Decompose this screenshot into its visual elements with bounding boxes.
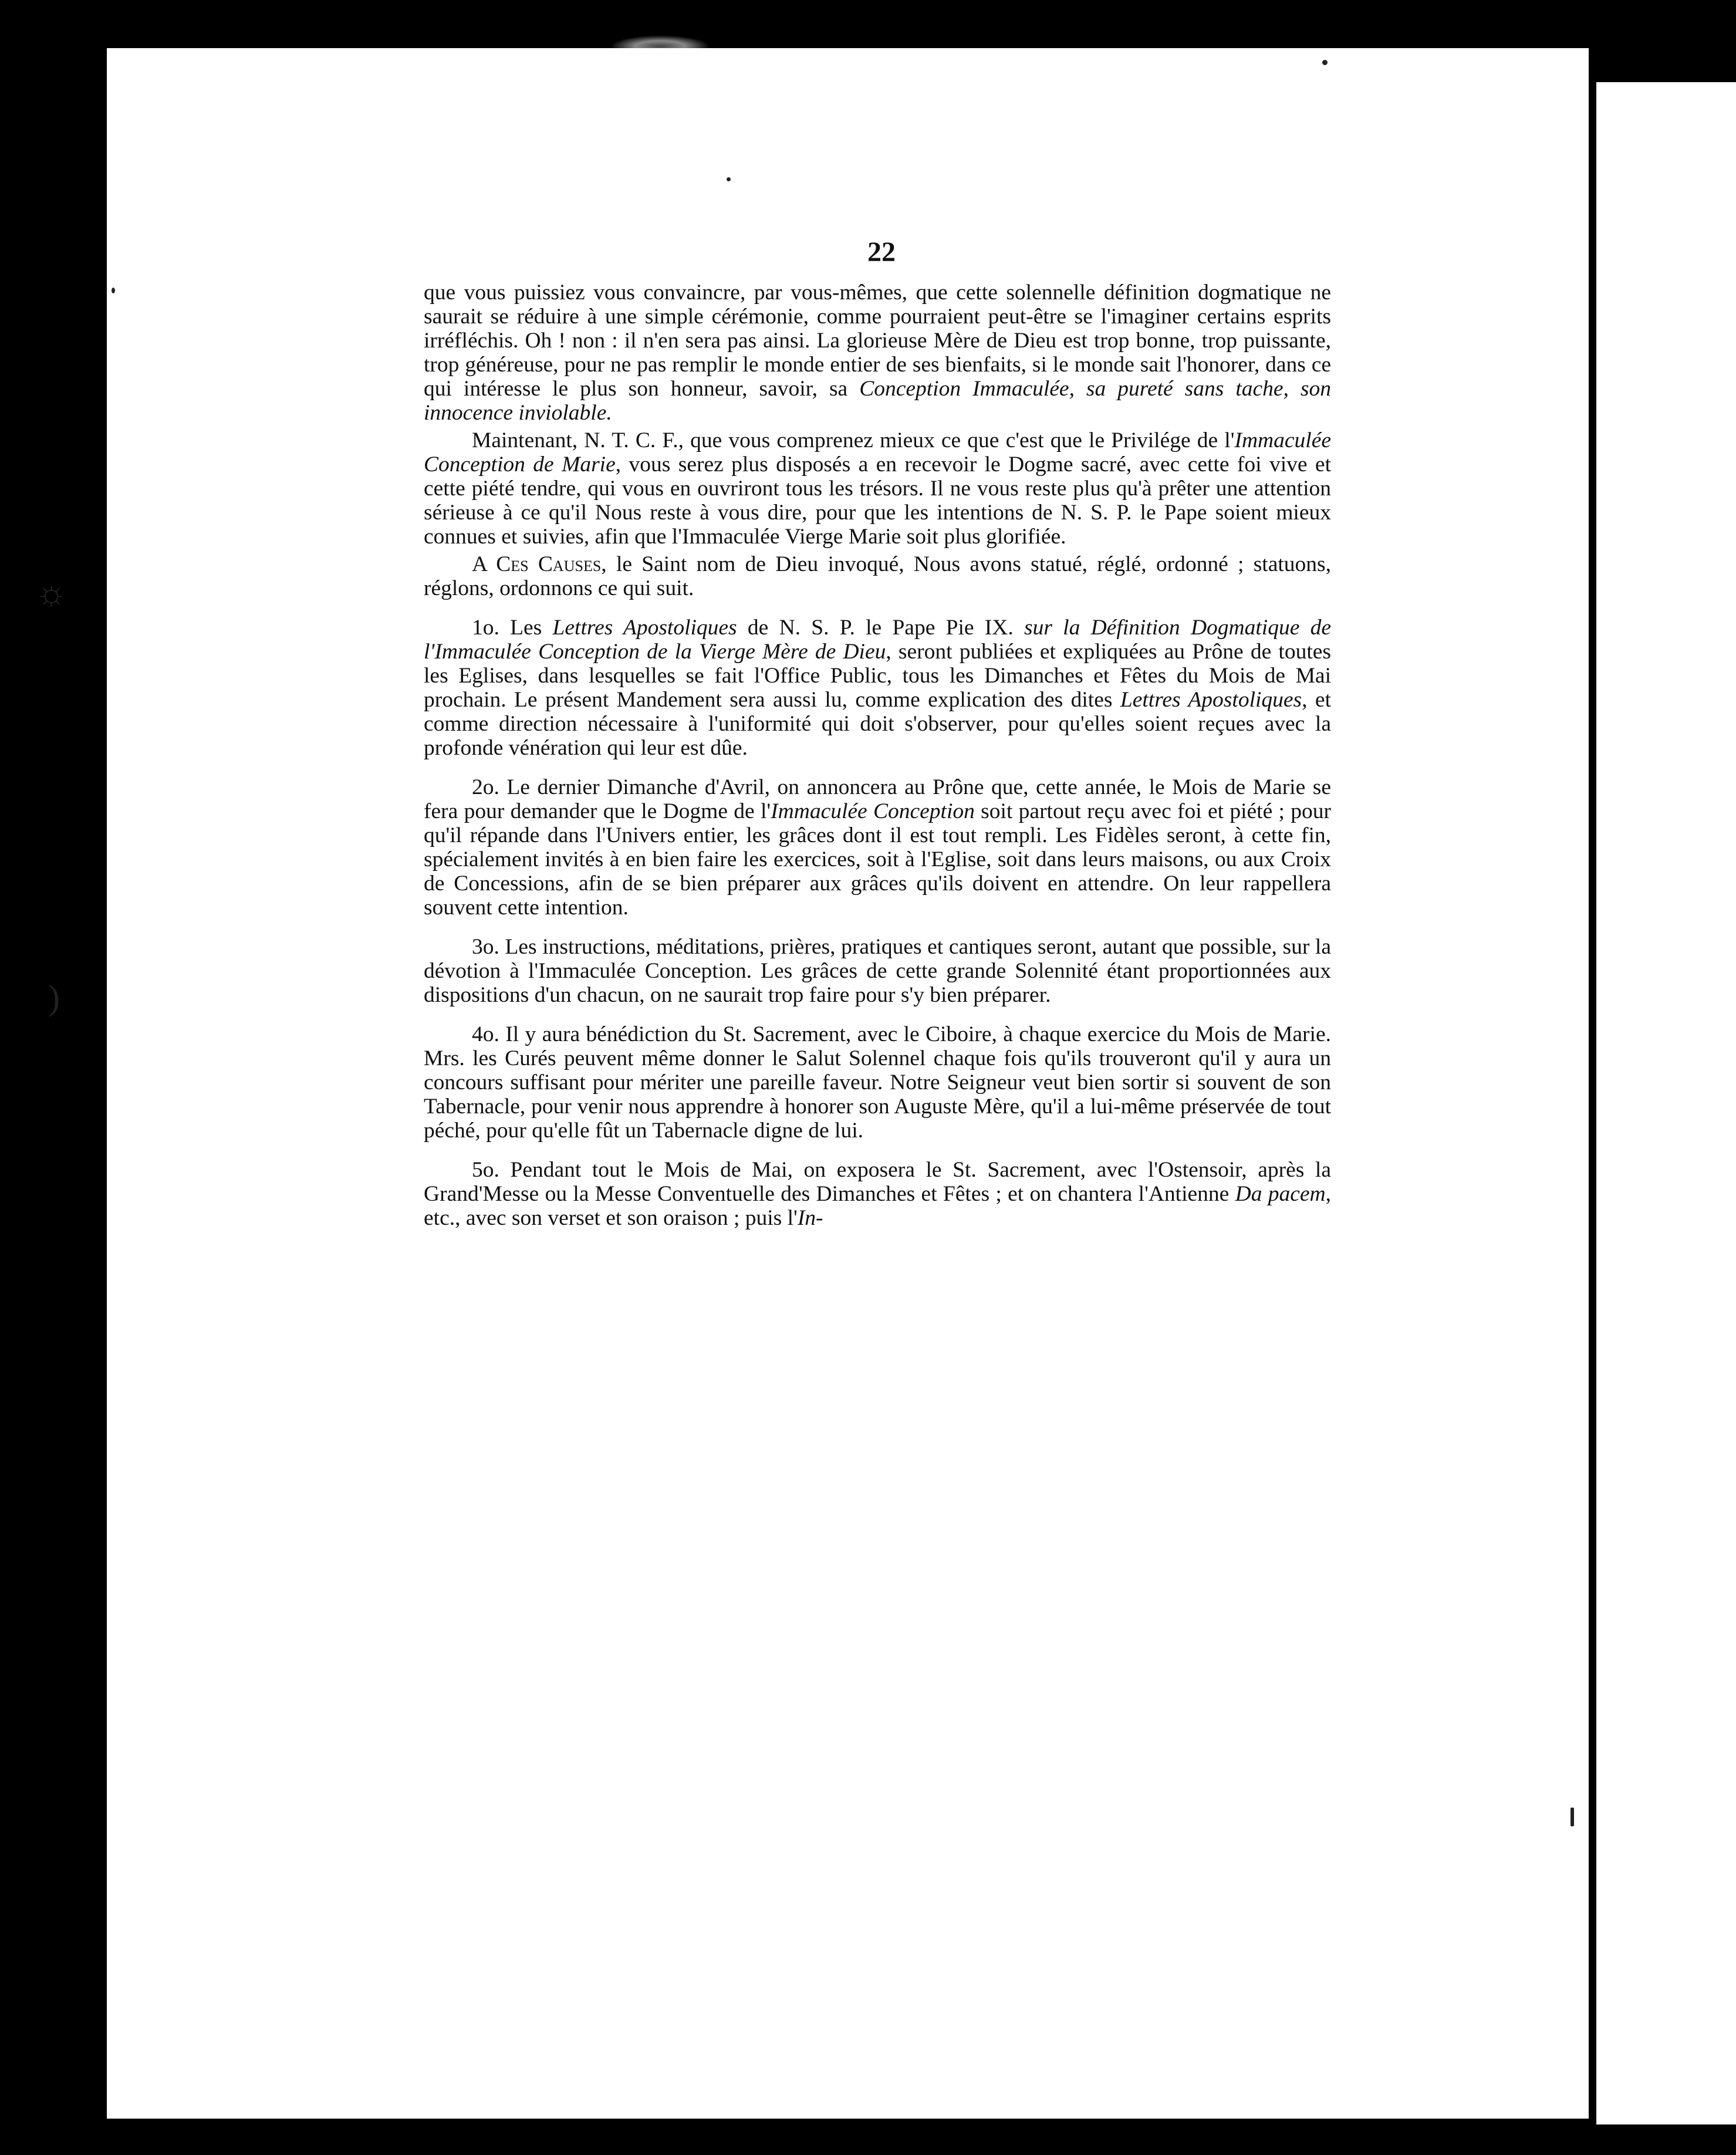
ink-speck <box>727 177 731 181</box>
paragraph-2: Maintenant, N. T. C. F., que vous comprenez mieux ce que c'est que le Privilége de l'Immaculée Conception de Marie, vous serez plus disposés a en recevoir le Dogme sacré, avec cette foi vive et cette piété tendre, qui vous en ouvriront tous les trésors. Il ne vous reste plus qu'à prêter une attention sérieuse à ce qu'il Nous reste à vous dire, pour que les intentions de N. S. P. le Pape soient mieux connues et suivies, afin que l'Immaculée Vierge Marie soit plus glorifiée. <box>424 428 1331 549</box>
margin-mark: ☼ <box>35 573 67 612</box>
adjacent-page-edge <box>1596 82 1736 2124</box>
document-body <box>424 281 1331 1230</box>
margin-mark: ) <box>48 978 60 1017</box>
article-5: 5o. Pendant tout le Mois de Mai, on exposera le St. Sacrement, avec l'Ostensoir, après la Grand'Messe ou la Messe Conventuelle des Dimanches et Fêtes ; et on chantera l'Antienne Da pacem, etc., avec son verset et son oraison ; puis l'In- <box>424 1158 1332 1230</box>
paragraph-3: A Ces Causes, le Saint nom de Dieu invoqué, Nous avons statué, réglé, ordonné ; statuons, réglons, ordonnons ce qui suit. <box>424 552 1332 600</box>
ink-speck <box>112 288 115 293</box>
article-4: 4o. Il y aura bénédiction du St. Sacrement, avec le Ciboire, à chaque exercice du Mois de Marie. Mrs. les Curés peuvent même donner le Salut Solennel chaque fois qu'ils trouveront qu'il y aura un concours suffisant pour mériter une pareille faveur. Notre Seigneur veut bien sortir si souvent de son Tabernacle, pour venir nous apprendre à honorer son Auguste Mère, qu'il a lui-même préservée de tout péché, pour qu'elle fût un Tabernacle digne de lui. <box>424 1022 1331 1143</box>
page-number: 22 <box>867 237 896 268</box>
article-3: 3o. Les instructions, méditations, prières, pratiques et cantiques seront, autant que possible, sur la dévotion à l'Immaculée Conception. Les grâces de cette grande Solennité étant proportionnées aux dispositions d'un chacun, on ne saurait trop faire pour s'y bien préparer. <box>424 935 1331 1007</box>
ink-speck <box>1570 1808 1574 1826</box>
article-2: 2o. Le dernier Dimanche d'Avril, on annoncera au Prône que, cette année, le Mois de Marie se fera pour demander que le Dogme de l'Immaculée Conception soit partout reçu avec foi et piété ; pour qu'il répande dans l'Univers entier, les grâces dont il est tout rempli. Les Fidèles seront, à cette fin, spécialement invités à en bien faire les exercices, soit à l'Eglise, soit dans leurs maisons, ou aux Croix de Concessions, afin de se bien préparer aux grâces qu'ils doivent en attendre. On leur rappellera souvent cette intention. <box>424 775 1331 920</box>
article-1: 1o. Les Lettres Apostoliques de N. S. P. le Pape Pie IX. sur la Définition Dogmatique de l'Immaculée Conception de la Vierge Mère de Dieu, seront publiées et expliquées au Prône de toutes les Eglises, dans lesquelles se fait l'Office Public, tous les Dimanches et Fêtes du Mois de Mai prochain. Le présent Mandement sera aussi lu, comme explication des dites Lettres Apostoliques, et comme direction nécessaire à l'uniformité qui doit s'observer, pour qu'elles soient reçues avec la profonde vénération qui leur est dûe. <box>424 616 1331 760</box>
ink-speck <box>1322 60 1328 65</box>
paragraph-1: que vous puissiez vous convaincre, par vous-mêmes, que cette solennelle définition dogmatique ne saurait se réduire à une simple cérémonie, comme pourraient peut-être se l'imaginer certains esprits irréfléchis. Oh ! non : il n'en sera pas ainsi. La glorieuse Mère de Dieu est trop bonne, trop puissante, trop généreuse, pour ne pas remplir le monde entier de ses bienfaits, si le monde sait l'honorer, dans ce qui intéresse le plus son honneur, savoir, sa Conception Immaculée, sa pureté sans tache, son innocence inviolable. <box>424 281 1331 425</box>
